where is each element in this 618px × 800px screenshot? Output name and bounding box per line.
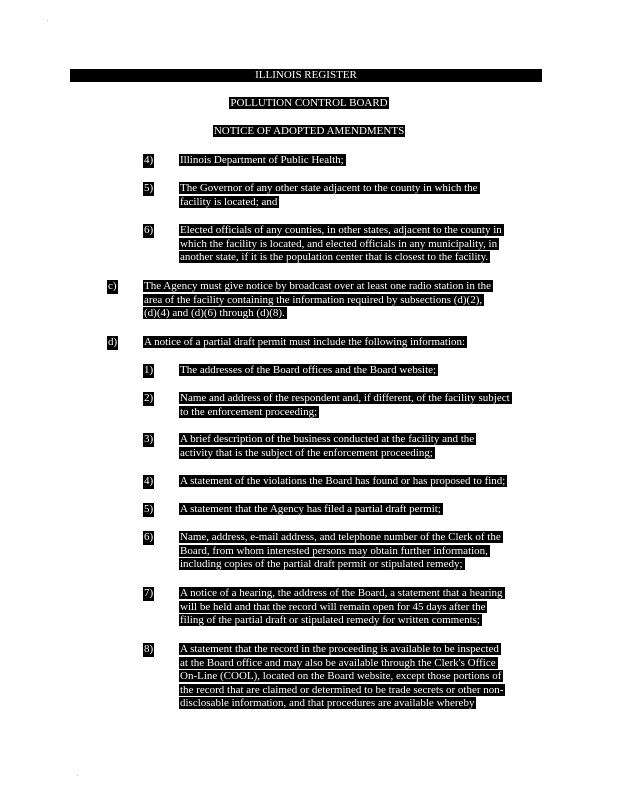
list-item-text: Name and address of the respondent and, if different, of the facility subject [180, 392, 510, 404]
board-name-text: POLLUTION CONTROL BOARD [230, 97, 388, 109]
list-item [179, 475, 507, 489]
notice-title-text: NOTICE OF ADOPTED AMENDMENTS [213, 125, 405, 137]
list-item-number: 7) [144, 587, 154, 599]
list-item-text: A notice of a hearing, the address of the Board, a statement that a hearing [180, 587, 503, 599]
list-item-text: another state, if it is the population center that is closest to the facility. [180, 251, 489, 264]
list-item-number: 2) [144, 392, 154, 404]
subsection-label: c) [108, 280, 117, 292]
list-item-number: 5) [144, 503, 154, 515]
list-item-text: A statement of the violations the Board has found or has proposed to find; [180, 475, 506, 487]
list-item-text: The Governor of any other state adjacent to the county in which the [180, 182, 478, 194]
list-item-text: including copies of the partial draft permit or stipulated remedy; [180, 558, 463, 571]
list-item-number: 8) [144, 643, 154, 655]
list-item [179, 643, 505, 711]
list-item-text: will be held and that the record will remain open for 45 days after the [180, 600, 486, 613]
paragraph-text: The Agency must give notice by broadcast over at least one radio station in the [144, 280, 492, 292]
list-item-number: 6) [144, 531, 154, 543]
list-item-text: filing of the partial draft or stipulated remedy for written comments; [180, 614, 480, 627]
list-item-number: 4) [144, 475, 154, 487]
list-item [179, 182, 480, 209]
list-item-text: at the Board office and may also be available through the Clerk's Office [180, 656, 496, 669]
subsection-d-paragraph [143, 336, 467, 350]
list-item-text: which the facility is located, and elected officials in any municipality, in [180, 237, 498, 250]
list-item-text: The addresses of the Board offices and the Board website; [180, 364, 437, 376]
list-item [179, 224, 504, 265]
list-item-number: 4) [144, 154, 154, 166]
list-item [179, 531, 503, 572]
list-item [179, 503, 443, 517]
list-item-text: Board, from whom interested persons may obtain further information, [180, 544, 488, 557]
list-item-number: 3) [144, 433, 154, 445]
register-header: ILLINOIS REGISTER [70, 69, 542, 82]
list-item-text: facility is located; and [180, 195, 278, 208]
subsection-label: d) [108, 336, 118, 348]
list-item [179, 392, 512, 419]
list-item-text: to the enforcement proceeding; [180, 405, 318, 418]
list-item-text: A brief description of the business conducted at the facility and the [180, 433, 475, 445]
list-item-text: A statement that the record in the proceeding is available to be inspected [180, 643, 499, 655]
scan-speck [77, 775, 78, 776]
list-item-text: activity that is the subject of the enforcement proceeding; [180, 446, 433, 459]
scan-speck [47, 20, 48, 21]
list-item-text: On-Line (COOL), located on the Board website, except those portions of [180, 670, 502, 683]
list-item-number: 6) [144, 224, 154, 236]
list-item-text: disclosable information, and that procedures are available whereby [180, 697, 475, 710]
list-item [179, 364, 438, 378]
list-item-text: Illinois Department of Public Health; [180, 154, 344, 166]
list-item [179, 433, 476, 460]
paragraph-text: A notice of a partial draft permit must include the following information: [144, 336, 466, 348]
paragraph-text: (d)(4) and (d)(6) through (d)(8). [144, 307, 285, 320]
paragraph-text: area of the facility containing the information required by subsections (d)(2), [144, 293, 483, 306]
list-item [179, 154, 346, 168]
board-name [0, 97, 618, 110]
list-item-text: the record that are claimed or determined to be trade secrets or other non- [180, 683, 504, 696]
list-item-number: 5) [144, 182, 154, 194]
subsection-c-paragraph [143, 280, 493, 321]
list-item-text: A statement that the Agency has filed a partial draft permit; [180, 503, 441, 515]
list-item-text: Name, address, e-mail address, and telephone number of the Clerk of the [180, 531, 501, 543]
notice-title [0, 125, 618, 138]
list-item-number: 1) [144, 364, 154, 376]
list-item-text: Elected officials of any counties, in other states, adjacent to the county in [180, 224, 502, 236]
list-item [179, 587, 505, 628]
